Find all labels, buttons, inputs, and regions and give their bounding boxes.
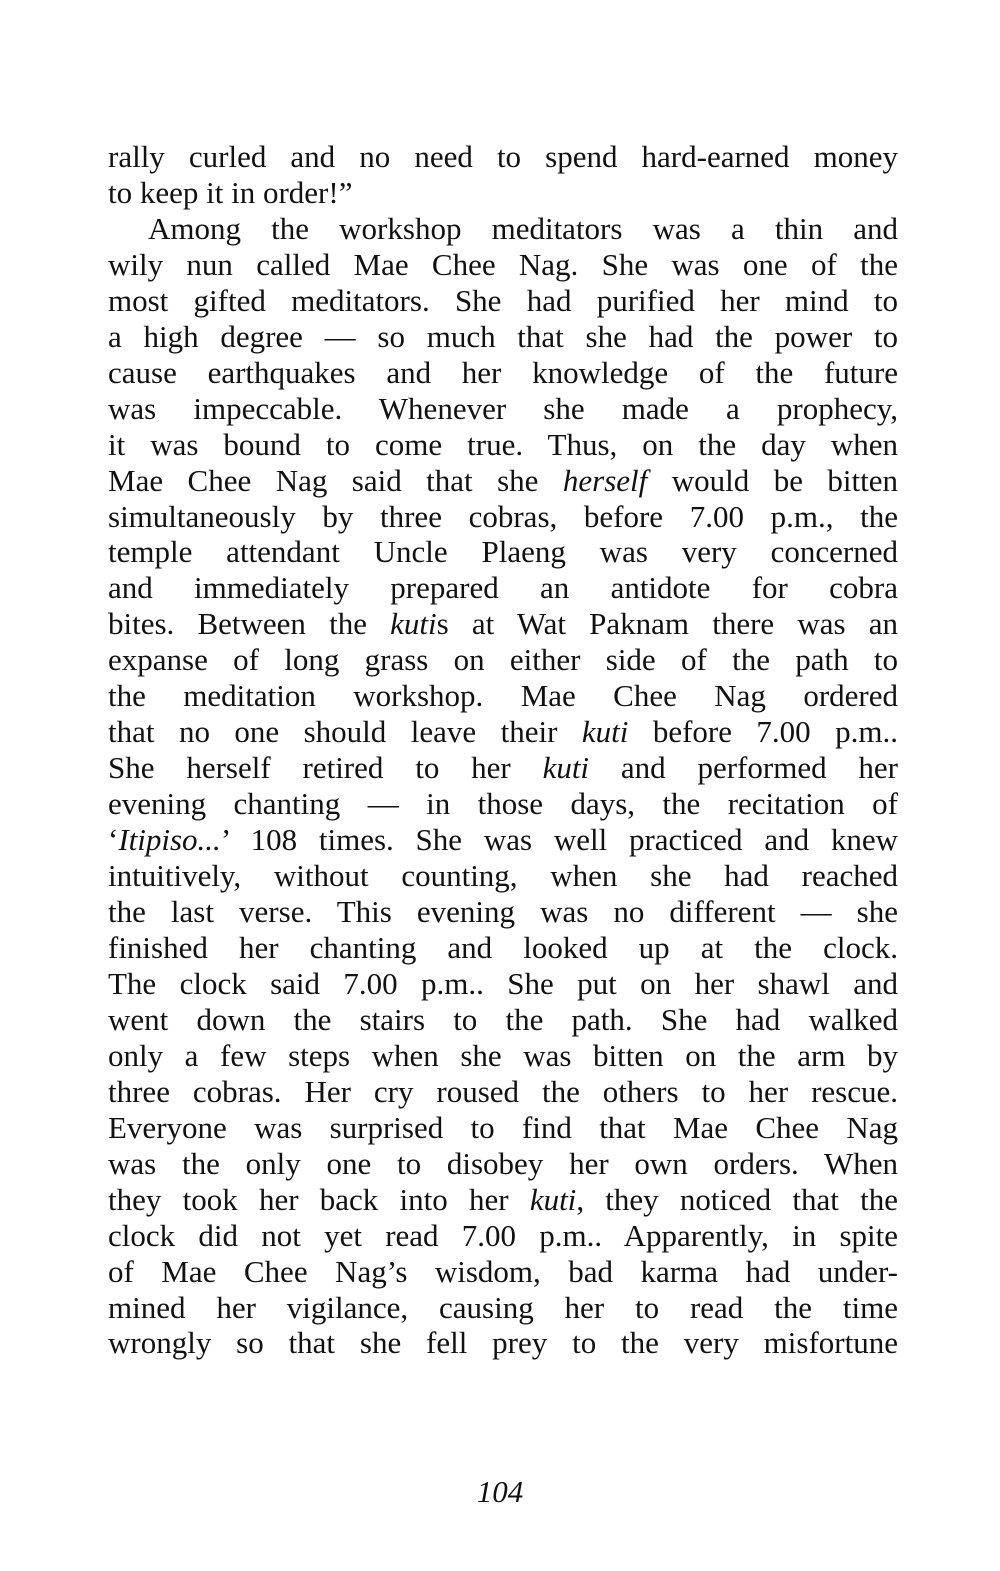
text-line [108, 1182, 898, 1218]
text-segment: the last verse. This evening was no different — she [108, 894, 898, 930]
text-segment: She herself retired to her [108, 750, 543, 786]
italic-text: kuti [581, 714, 629, 750]
text-segment: s at Wat Paknam there was an [436, 606, 898, 642]
text-segment: cause earthquakes and her knowledge of the future [108, 354, 898, 390]
text-line [108, 642, 898, 678]
text-segment: finished her chanting and looked up at the clock. [108, 929, 898, 965]
text-line [108, 211, 898, 247]
text-line [108, 822, 898, 858]
text-segment: a high degree — so much that she had the power to [108, 318, 898, 354]
text-segment: clock did not yet read 7.00 p.m.. Apparently, in spite [108, 1217, 898, 1253]
italic-text: herself [562, 462, 648, 498]
text-segment: before 7.00 p.m.. [628, 714, 898, 750]
text-line [108, 858, 898, 894]
italic-text: kuti [529, 1181, 577, 1217]
text-line [108, 966, 898, 1002]
text-segment: wrongly so that she fell prey to the very misfortune [108, 1325, 898, 1361]
text-segment: rally curled and no need to spend hard-earned money [108, 139, 898, 174]
text-segment: evening chanting — in those days, the recitation of [108, 786, 898, 822]
text-segment: , they noticed that the [576, 1181, 898, 1217]
text-line [108, 750, 898, 786]
text-line [108, 391, 898, 427]
text-segment: simultaneously by three cobras, before 7.00 p.m., the [108, 498, 898, 534]
text-line [108, 1218, 898, 1254]
text-segment: mined her vigilance, causing her to read the time [108, 1289, 898, 1325]
text-segment: Among the workshop meditators was a thin and [148, 210, 898, 246]
page-number: 104 [476, 1474, 524, 1509]
text-line [108, 1325, 898, 1361]
text-segment: The clock said 7.00 p.m.. She put on her shawl and [108, 965, 898, 1001]
text-segment: intuitively, without counting, when she had reached [108, 858, 898, 894]
text-line [108, 499, 898, 535]
text-segment: temple attendant Uncle Plaeng was very concerned [108, 534, 898, 570]
text-segment: only a few steps when she was bitten on the arm by [108, 1037, 898, 1073]
text-segment: Everyone was surprised to find that Mae Chee Nag [108, 1109, 898, 1145]
text-line [108, 1074, 898, 1110]
text-segment: bites. Between the [108, 606, 391, 642]
text-line [108, 1254, 898, 1290]
text-line [108, 1038, 898, 1074]
text-segment: ‘ [108, 822, 119, 858]
text-line [108, 319, 898, 355]
text-segment: wily nun called Mae Chee Nag. She was one of the [108, 246, 898, 282]
text-segment: ’ 108 times. She was well practiced and knew [220, 822, 898, 858]
text-line [108, 175, 898, 211]
text-segment: to keep it in order!” [108, 174, 353, 210]
text-segment: and immediately prepared an antidote for cobra [108, 570, 898, 606]
text-line [108, 534, 898, 570]
text-line [108, 1110, 898, 1146]
text-segment: of Mae Chee Nag’s wisdom, bad karma had under- [108, 1253, 898, 1289]
text-line [108, 678, 898, 714]
italic-text: kuti [390, 606, 437, 642]
text-segment: Mae Chee Nag said that she [108, 462, 563, 498]
text-segment: went down the stairs to the path. She had walked [108, 1001, 898, 1037]
text-line [108, 714, 898, 750]
text-line [108, 283, 898, 319]
text-segment: was the only one to disobey her own orders. When [108, 1145, 898, 1181]
text-line [108, 463, 898, 499]
text-segment: it was bound to come true. Thus, on the day when [108, 426, 898, 462]
text-segment: would be bitten [647, 462, 898, 498]
text-line [108, 139, 898, 175]
text-line [108, 786, 898, 822]
text-line [108, 427, 898, 463]
text-line [108, 247, 898, 283]
italic-text: Itipiso... [118, 822, 221, 858]
text-line [108, 930, 898, 966]
text-segment: the meditation workshop. Mae Chee Nag ordered [108, 678, 898, 714]
text-line [108, 894, 898, 930]
text-line [108, 1290, 898, 1326]
text-line [108, 570, 898, 606]
text-segment: most gifted meditators. She had purified her mind to [108, 282, 898, 318]
text-line [108, 355, 898, 391]
text-line [108, 606, 898, 642]
text-line [108, 1146, 898, 1182]
text-segment: and performed her [589, 750, 898, 786]
text-segment: expanse of long grass on either side of the path to [108, 642, 898, 678]
italic-text: kuti [542, 750, 590, 786]
text-line [108, 1002, 898, 1038]
text-segment: three cobras. Her cry roused the others to her rescue. [108, 1073, 898, 1109]
body-text [108, 139, 898, 1361]
text-segment: they took her back into her [108, 1181, 530, 1217]
text-segment: was impeccable. Whenever she made a prophecy, [108, 390, 898, 426]
text-segment: that no one should leave their [108, 714, 582, 750]
